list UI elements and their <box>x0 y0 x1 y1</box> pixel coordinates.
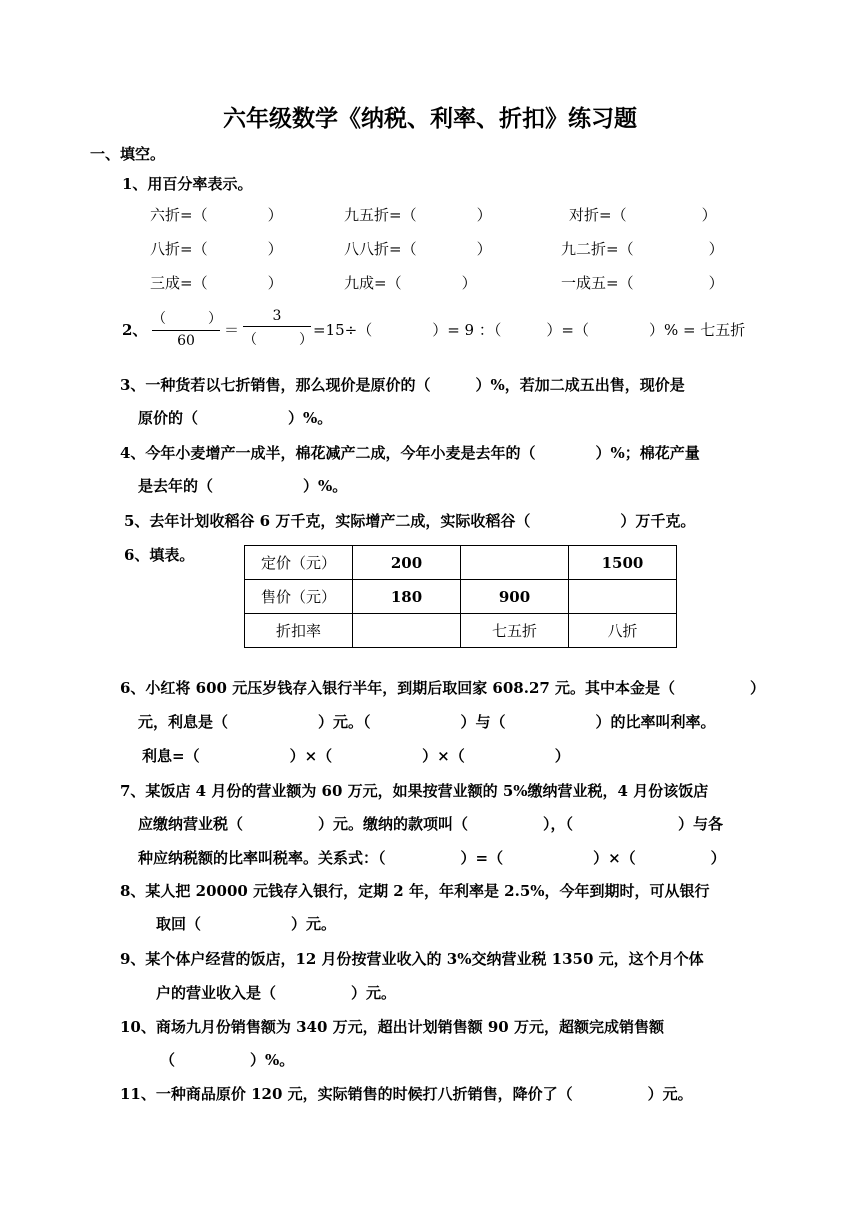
q2-rest: =15÷（ ）= 9 ：（ ）=（ ）% = 七五折 <box>313 321 746 339</box>
table-cell: 七五折 <box>461 614 569 648</box>
q9-line: 户的营业收入是（ ）元。 <box>156 984 397 1002</box>
q6-label: 6、填表。 <box>124 546 195 564</box>
q1-stem: 1、用百分率表示。 <box>122 175 253 193</box>
table-cell: 折扣率 <box>245 614 353 648</box>
q3-line: 原价的（ ）%。 <box>138 409 333 427</box>
q4-line: 是去年的（ ）%。 <box>138 477 348 495</box>
q6b-line: 6、小红将 600 元压岁钱存入银行半年，到期后取回家 608.27 元。其中本金是（ ） <box>120 679 766 697</box>
q10-line: 10、商场九月份销售额为 340 万元，超出计划销售额 90 万元，超额完成销售额 <box>120 1018 664 1036</box>
table-cell: 售价（元） <box>245 580 353 614</box>
table-cell: 200 <box>353 546 461 580</box>
q1-item: 九五折=（ ） <box>344 206 492 224</box>
table-cell: 1500 <box>569 546 677 580</box>
fraction-2-denominator: （ ） <box>243 332 313 348</box>
q1-item: 三成=（ ） <box>150 274 283 292</box>
q1-item: 九成=（ ） <box>344 274 477 292</box>
fraction-bar <box>243 326 311 327</box>
q7-line: 种应纳税额的比率叫税率。关系式：（ ）=（ ）×（ ） <box>138 849 726 867</box>
table-row <box>245 614 677 648</box>
fraction-1-denominator: 60 <box>177 333 195 349</box>
fraction-2-numerator: 3 <box>272 308 282 324</box>
q8-line: 8、某人把 20000 元钱存入银行，定期 2 年，年利率是 2.5%，今年到期时，可从银行 <box>120 882 710 900</box>
fraction-1 <box>152 308 220 349</box>
q7-line: 应缴纳营业税（ ）元。缴纳的款项叫（ ），（ ）与各 <box>138 815 724 833</box>
table-cell: 定价（元） <box>245 546 353 580</box>
fraction-1-numerator: （ ） <box>152 311 222 327</box>
table-cell <box>461 546 569 580</box>
q9-line: 9、某个体户经营的饭店，12 月份按营业收入的 3%交纳营业税 1350 元，这个月个体 <box>120 950 704 968</box>
q1-item: 六折=（ ） <box>150 206 283 224</box>
q4-line: 4、今年小麦增产一成半，棉花减产二成，今年小麦是去年的（ ）%；棉花产量 <box>120 444 700 462</box>
q8-line: 取回（ ）元。 <box>156 915 337 933</box>
q6b-line: 利息=（ ）×（ ）×（ ） <box>142 747 570 765</box>
fraction-bar <box>152 330 220 331</box>
section-heading: 一、填空。 <box>90 145 166 163</box>
fraction-2 <box>243 308 311 349</box>
q6b-line: 元，利息是（ ）元。（ ）与（ ）的比率叫利率。 <box>138 713 716 731</box>
q2-label: 2、 <box>122 321 148 339</box>
q1-item: 九二折=（ ） <box>561 240 724 258</box>
q7-line: 7、某饭店 4 月份的营业额为 60 万元，如果按营业额的 5%缴纳营业税，4 月份该饭店 <box>120 782 709 800</box>
table-cell: 180 <box>353 580 461 614</box>
q5-line: 5、去年计划收稻谷 6 万千克，实际增产二成，实际收稻谷（ ）万千克。 <box>124 512 696 530</box>
table-cell <box>353 614 461 648</box>
q10-line: （ ）%。 <box>160 1051 295 1069</box>
q3-line: 3、一种货若以七折销售，那么现价是原价的（ ）%，若加二成五出售，现价是 <box>120 376 685 394</box>
q1-item: 一成五=（ ） <box>561 274 724 292</box>
table-row <box>245 546 677 580</box>
table-cell: 八折 <box>569 614 677 648</box>
page-title: 六年级数学《纳税、利率、折扣》练习题 <box>223 105 637 132</box>
table-cell: 900 <box>461 580 569 614</box>
q1-item: 八八折=（ ） <box>344 240 492 258</box>
fill-table <box>244 545 677 648</box>
equals-sign: ＝ <box>224 321 240 339</box>
table-row <box>245 580 677 614</box>
q1-item: 八折=（ ） <box>150 240 283 258</box>
q1-item: 对折=（ ） <box>569 206 717 224</box>
q11-line: 11、一种商品原价 120 元，实际销售的时候打八折销售，降价了（ ）元。 <box>120 1085 693 1103</box>
table-cell <box>569 580 677 614</box>
